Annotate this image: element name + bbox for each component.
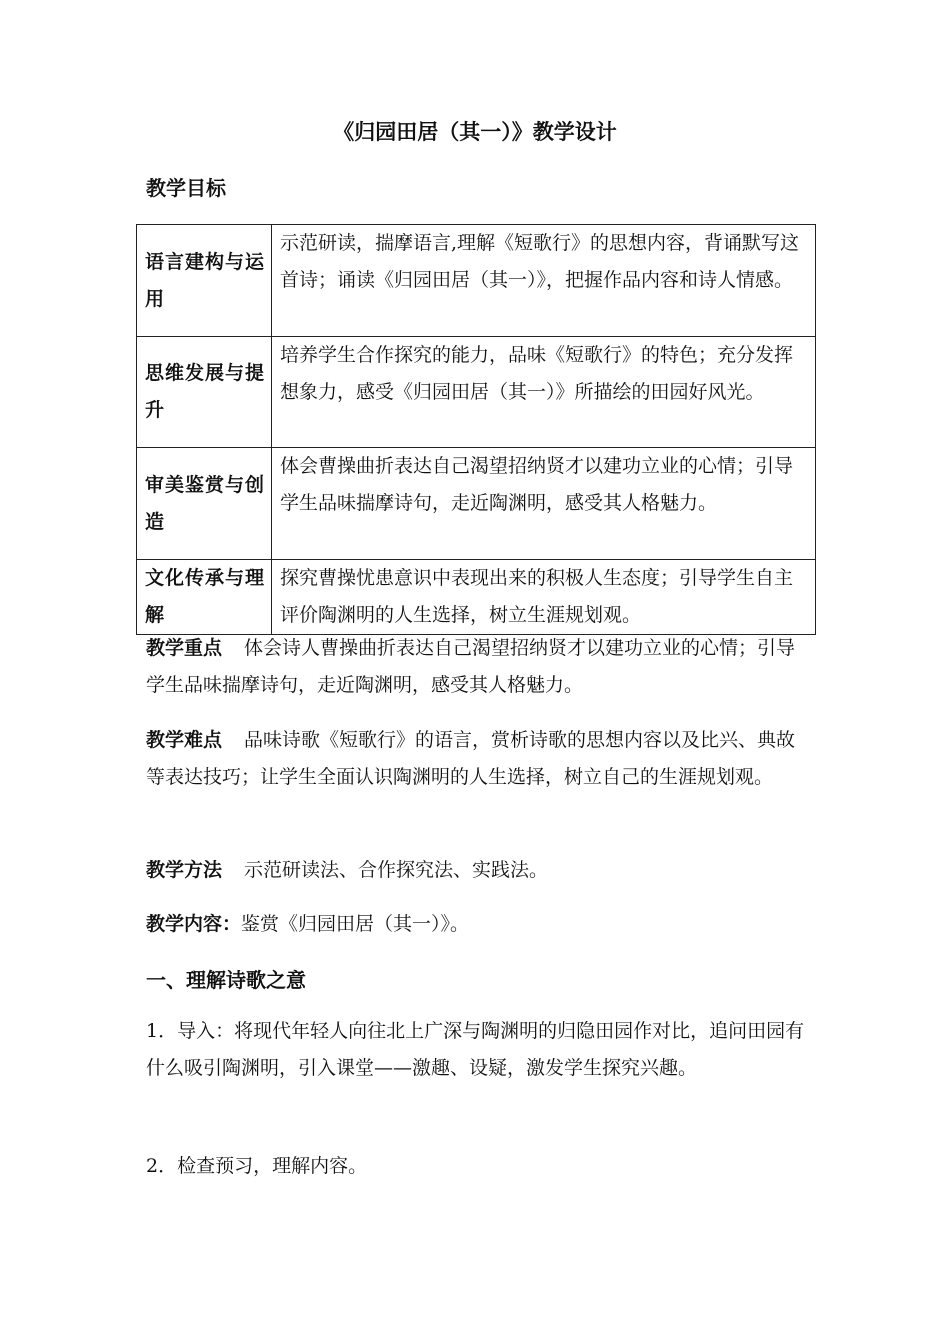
objective-text: 探究曹操忧患意识中表现出来的积极人生态度；引导学生自主评价陶渊明的人生选择，树立生涯规划观。 — [272, 560, 816, 635]
table-row — [137, 225, 816, 337]
objective-text: 培养学生合作探究的能力，品味《短歌行》的特色；充分发挥想象力，感受《归园田居（其一）》所描绘的田园好风光。 — [272, 337, 816, 448]
objectives-heading: 教学目标 — [146, 176, 226, 200]
methods-label: 教学方法 — [146, 859, 223, 881]
content-paragraph — [146, 906, 806, 943]
step1-paragraph: 1．导入：将现代年轻人向往北上广深与陶渊明的归隐田园作对比，追问田园有什么吸引陶渊明，引入课堂——激趣、设疑，激发学生探究兴趣。 — [146, 1020, 805, 1079]
difficulties-text: 品味诗歌《短歌行》的语言，赏析诗歌的思想内容以及比兴、典故等表达技巧；让学生全面认识陶渊明的人生选择，树立自己的生涯规划观。 — [146, 729, 796, 788]
objective-label: 思维发展与提升 — [137, 337, 272, 448]
page-title: 《归园田居（其一）》教学设计 — [333, 120, 617, 144]
methods-paragraph — [146, 852, 806, 889]
objective-text: 体会曹操曲折表达自己渴望招纳贤才以建功立业的心情；引导学生品味揣摩诗句，走近陶渊明，感受其人格魅力。 — [272, 448, 816, 560]
key-points-paragraph — [146, 630, 806, 704]
objective-text: 示范研读，揣摩语言,理解《短歌行》的思想内容，背诵默写这首诗；诵读《归园田居（其一）》，把握作品内容和诗人情感。 — [272, 225, 816, 337]
content-text: 鉴赏《归园田居（其一）》。 — [241, 913, 470, 935]
section1-heading: 一、理解诗歌之意 — [146, 968, 306, 992]
difficulties-paragraph — [146, 722, 806, 796]
step2-paragraph: 2．检查预习，理解内容。 — [146, 1155, 368, 1177]
objectives-table — [136, 224, 816, 635]
table-row — [137, 337, 816, 448]
key-points-text: 体会诗人曹操曲折表达自己渴望招纳贤才以建功立业的心情；引导学生品味揣摩诗句，走近陶渊明，感受其人格魅力。 — [146, 637, 796, 696]
table-row — [137, 560, 816, 635]
table-row — [137, 448, 816, 560]
content-label: 教学内容： — [146, 913, 242, 935]
difficulties-label: 教学难点 — [146, 729, 223, 751]
objective-label: 语言建构与运用 — [137, 225, 272, 337]
key-points-label: 教学重点 — [146, 637, 223, 659]
objective-label: 文化传承与理解 — [137, 560, 272, 635]
methods-text: 示范研读法、合作探究法、实践法。 — [244, 859, 549, 881]
objective-label: 审美鉴赏与创造 — [137, 448, 272, 560]
